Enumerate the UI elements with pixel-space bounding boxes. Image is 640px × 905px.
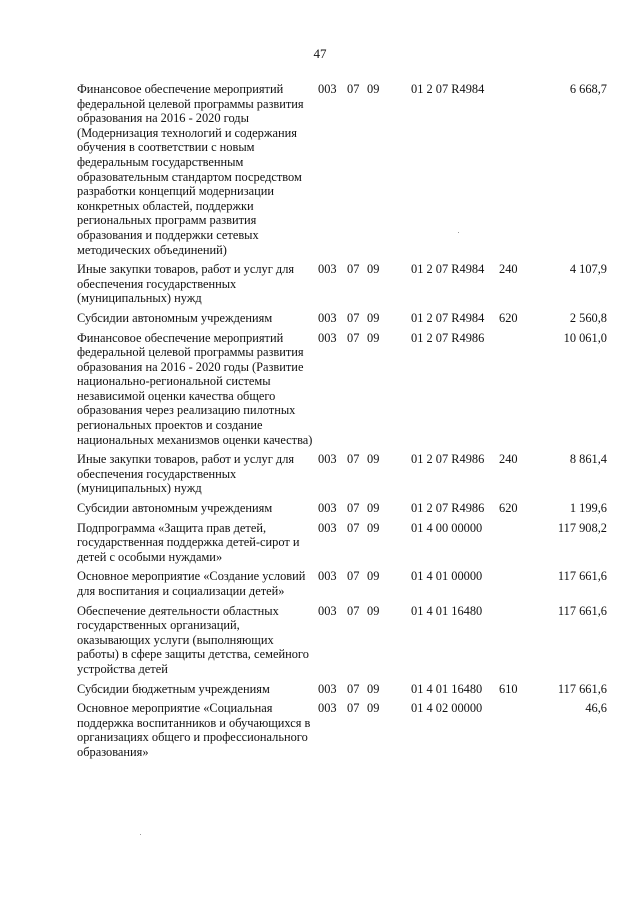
row-section-code: 07 [347, 603, 360, 618]
row-name: Основное мероприятие «Создание условий для воспитания и социализации детей» [77, 569, 306, 598]
row-amount: 117 661,6 [557, 681, 607, 696]
row-expense-code [499, 331, 534, 453]
row-name: Подпрограмма «Защита прав детей, государственная поддержка детей-сирот и детей с особыми нуждами» [77, 520, 300, 564]
table-row [77, 569, 607, 603]
table-row [77, 331, 607, 453]
table-row [77, 604, 607, 682]
row-name: Финансовое обеспечение мероприятий федеральной целевой программы развития образования на 2016 - 2020 годы (Модернизация технологий и содержания обучения в соответствии с новым федеральным государственным образовательным стандартом посредством разработки концепций модернизации конкретных областей, поддержки региональных программ развития образования и поддержки сетевых методических объединений) [77, 82, 304, 257]
page-number: 47 [313, 46, 327, 61]
row-amount: 117 908,2 [557, 520, 607, 535]
row-expense-code: 610 [499, 681, 518, 696]
budget-rows [77, 82, 607, 765]
row-target-code: 01 2 07 R4986 [411, 330, 485, 345]
row-section-code: 07 [347, 569, 360, 584]
scan-speck [140, 834, 141, 835]
row-name: Иные закупки товаров, работ и услуг для обеспечения государственных (муниципальных) нужд [77, 262, 295, 306]
row-amount: 117 661,6 [557, 603, 607, 618]
row-expense-code: 620 [499, 501, 518, 516]
row-section-code: 07 [347, 330, 360, 345]
row-amount: 10 061,0 [563, 330, 607, 345]
row-amount: 8 861,4 [569, 452, 607, 467]
row-section-code: 07 [347, 681, 360, 696]
row-target-code: 01 4 00 00000 [411, 520, 483, 535]
row-subsection-code: 09 [367, 330, 380, 345]
row-section-code: 07 [347, 520, 360, 535]
scan-speck [458, 232, 459, 233]
row-ministry-code: 003 [318, 330, 337, 345]
row-name: Иные закупки товаров, работ и услуг для обеспечения государственных (муниципальных) нужд [77, 452, 295, 496]
row-ministry-code: 003 [318, 501, 337, 516]
table-row [77, 521, 607, 570]
row-amount: 117 661,6 [557, 569, 607, 584]
row-amount: 4 107,9 [569, 262, 607, 277]
row-section-code: 07 [347, 310, 360, 325]
row-section-code: 07 [347, 452, 360, 467]
budget-table [77, 82, 607, 765]
row-name: Обеспечение деятельности областных государственных организаций, оказывающих услуги (выполняющих работы) в сфере защиты детства, семейного устройства детей [77, 603, 309, 676]
row-target-code: 01 2 07 R4984 [411, 310, 485, 325]
row-target-code: 01 2 07 R4986 [411, 501, 485, 516]
row-ministry-code: 003 [318, 262, 337, 277]
row-section-code: 07 [347, 262, 360, 277]
row-ministry-code: 003 [318, 603, 337, 618]
table-row [77, 82, 607, 262]
row-target-code: 01 4 01 16480 [411, 603, 483, 618]
row-target-code: 01 2 07 R4984 [411, 82, 485, 96]
row-ministry-code: 003 [318, 452, 337, 467]
row-ministry-code: 003 [318, 310, 337, 325]
row-section-code: 07 [347, 82, 360, 96]
row-expense-code [499, 604, 534, 682]
table-row [77, 311, 607, 331]
row-amount: 6 668,7 [569, 82, 607, 96]
row-section-code: 07 [347, 501, 360, 516]
row-expense-code [499, 701, 534, 764]
row-name: Субсидии автономным учреждениям [77, 501, 273, 516]
table-row [77, 501, 607, 521]
row-ministry-code: 003 [318, 520, 337, 535]
row-target-code: 01 4 02 00000 [411, 701, 483, 716]
row-name: Субсидии бюджетным учреждениям [77, 681, 270, 696]
table-row [77, 262, 607, 311]
row-section-code: 07 [347, 701, 360, 716]
row-expense-code: 240 [499, 262, 518, 277]
row-subsection-code: 09 [367, 310, 380, 325]
row-target-code: 01 4 01 16480 [411, 681, 483, 696]
row-name: Субсидии автономным учреждениям [77, 310, 273, 325]
row-ministry-code: 003 [318, 82, 337, 96]
table-row [77, 682, 607, 702]
row-amount: 1 199,6 [569, 501, 607, 516]
row-target-code: 01 2 07 R4984 [411, 262, 485, 277]
table-row [77, 452, 607, 501]
row-subsection-code: 09 [367, 262, 380, 277]
row-amount: 46,6 [585, 701, 607, 716]
row-expense-code [499, 521, 534, 570]
table-row [77, 701, 607, 764]
row-name: Финансовое обеспечение мероприятий федеральной целевой программы развития образования на 2016 - 2020 годы (Развитие национально-региональной системы независимой оценки качества общего образования через реализацию пилотных региональных проектов и создание национальных механизмов оценки качества) [77, 330, 313, 447]
row-subsection-code: 09 [367, 701, 380, 716]
row-subsection-code: 09 [367, 501, 380, 516]
row-ministry-code: 003 [318, 681, 337, 696]
row-ministry-code: 003 [318, 569, 337, 584]
row-expense-code [499, 82, 534, 262]
row-target-code: 01 4 01 00000 [411, 569, 483, 584]
row-expense-code [499, 569, 534, 603]
row-subsection-code: 09 [367, 82, 380, 96]
row-name: Основное мероприятие «Социальная поддержка воспитанников и обучающихся в организациях общего и профессионального образования» [77, 701, 311, 759]
row-expense-code: 240 [499, 452, 518, 467]
row-target-code: 01 2 07 R4986 [411, 452, 485, 467]
row-subsection-code: 09 [367, 569, 380, 584]
row-subsection-code: 09 [367, 603, 380, 618]
row-amount: 2 560,8 [569, 310, 607, 325]
row-subsection-code: 09 [367, 452, 380, 467]
row-subsection-code: 09 [367, 520, 380, 535]
row-expense-code: 620 [499, 310, 518, 325]
row-ministry-code: 003 [318, 701, 337, 716]
row-subsection-code: 09 [367, 681, 380, 696]
